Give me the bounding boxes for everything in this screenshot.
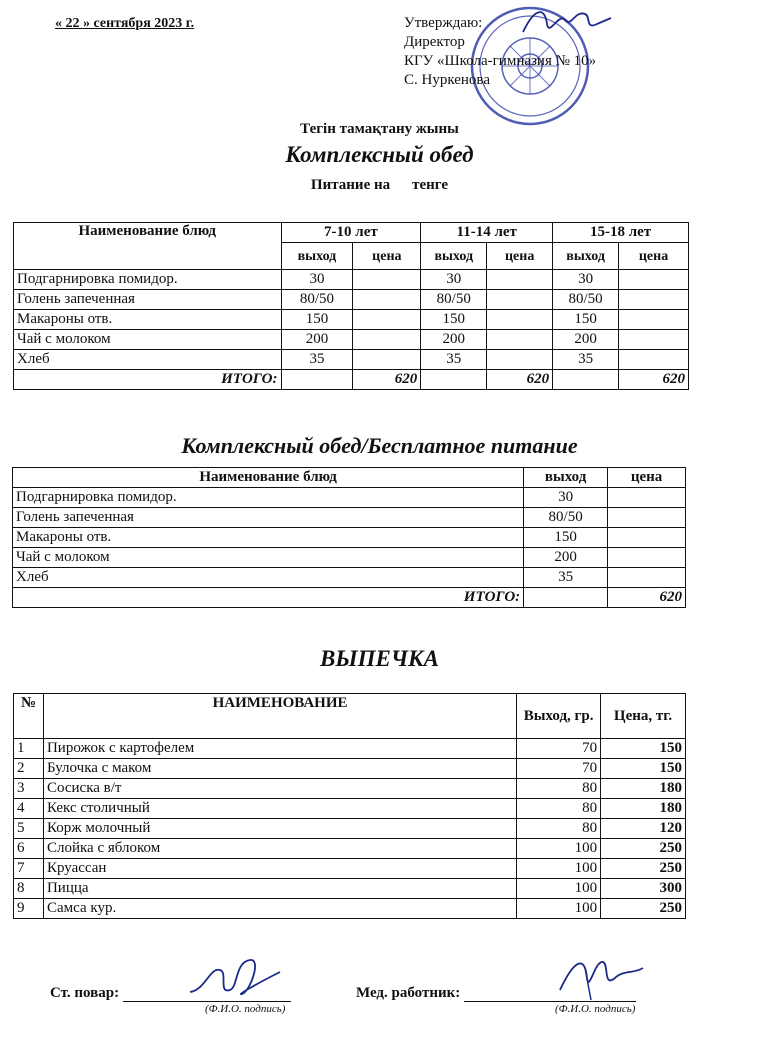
total-label: ИТОГО: bbox=[14, 370, 282, 390]
sub-out-header: выход bbox=[553, 243, 619, 270]
col-name-header: Наименование блюд bbox=[14, 223, 282, 270]
row-number: 7 bbox=[14, 859, 44, 879]
item-price: 120 bbox=[601, 819, 686, 839]
approve-line: КГУ «Школа-гимназия № 10» bbox=[404, 53, 597, 69]
table-row bbox=[14, 739, 686, 759]
row-number: 1 bbox=[14, 739, 44, 759]
table-row bbox=[14, 350, 689, 370]
dish-out: 80/50 bbox=[421, 290, 487, 310]
item-out: 80 bbox=[517, 799, 601, 819]
item-name: Кекс столичный bbox=[43, 799, 516, 819]
age-group-header: 11-14 лет bbox=[421, 223, 553, 243]
document-date: « 22 » сентября 2023 г. bbox=[55, 16, 195, 31]
table-row bbox=[14, 290, 689, 310]
dish-out: 30 bbox=[553, 270, 619, 290]
dish-name: Чай с молоком bbox=[14, 330, 282, 350]
item-name: Булочка с маком bbox=[43, 759, 516, 779]
title-kazakh: Тегін тамақтану жыны bbox=[300, 121, 459, 137]
dish-out: 200 bbox=[421, 330, 487, 350]
dish-name: Подгарнировка помидор. bbox=[13, 488, 524, 508]
table-row bbox=[14, 879, 686, 899]
dish-out: 35 bbox=[553, 350, 619, 370]
col-out-header: выход bbox=[524, 468, 608, 488]
dish-out: 150 bbox=[524, 528, 608, 548]
dish-name: Хлеб bbox=[13, 568, 524, 588]
item-name: Круассан bbox=[43, 859, 516, 879]
dish-out: 30 bbox=[421, 270, 487, 290]
item-name: Самса кур. bbox=[43, 899, 516, 919]
dish-out: 30 bbox=[524, 488, 608, 508]
dish-out: 200 bbox=[553, 330, 619, 350]
title-free-meal: Комплексный обед/Бесплатное питание bbox=[181, 433, 578, 458]
dish-out: 150 bbox=[281, 310, 353, 330]
table-row bbox=[14, 330, 689, 350]
col-name-header: Наименование блюд bbox=[13, 468, 524, 488]
total-value: 620 bbox=[353, 370, 421, 390]
free-meal-table bbox=[12, 467, 686, 608]
dish-name: Подгарнировка помидор. bbox=[14, 270, 282, 290]
item-price: 180 bbox=[601, 779, 686, 799]
table-row bbox=[13, 568, 686, 588]
approve-line: Утверждаю: bbox=[404, 15, 483, 31]
dish-out: 35 bbox=[281, 350, 353, 370]
approve-line: С. Нуркенова bbox=[404, 72, 490, 88]
item-name: Корж молочный bbox=[43, 819, 516, 839]
dish-name: Голень запеченная bbox=[13, 508, 524, 528]
item-name: Пирожок с картофелем bbox=[43, 739, 516, 759]
approve-line: Директор bbox=[404, 34, 465, 50]
col-price-header: Цена, тг. bbox=[601, 694, 686, 739]
table-row bbox=[13, 528, 686, 548]
item-out: 100 bbox=[517, 839, 601, 859]
item-name: Пицца bbox=[43, 879, 516, 899]
item-price: 180 bbox=[601, 799, 686, 819]
item-out: 70 bbox=[517, 739, 601, 759]
item-name: Слойка с яблоком bbox=[43, 839, 516, 859]
item-name: Сосиска в/т bbox=[43, 779, 516, 799]
table-row bbox=[14, 270, 689, 290]
row-number: 5 bbox=[14, 819, 44, 839]
dish-name: Чай с молоком bbox=[13, 548, 524, 568]
cook-label: Ст. повар: bbox=[50, 985, 120, 1001]
dish-out: 80/50 bbox=[524, 508, 608, 528]
dish-out: 30 bbox=[281, 270, 353, 290]
dish-name: Макароны отв. bbox=[13, 528, 524, 548]
col-num-header: № bbox=[14, 694, 44, 739]
dish-out: 35 bbox=[524, 568, 608, 588]
row-number: 6 bbox=[14, 839, 44, 859]
med-signature bbox=[545, 948, 655, 1003]
item-price: 150 bbox=[601, 759, 686, 779]
table-row bbox=[14, 839, 686, 859]
item-price: 250 bbox=[601, 839, 686, 859]
dish-name: Голень запеченная bbox=[14, 290, 282, 310]
dish-out: 200 bbox=[281, 330, 353, 350]
sub-price-header: цена bbox=[619, 243, 689, 270]
cook-caption: (Ф.И.О. подпись) bbox=[205, 1003, 286, 1015]
table-row bbox=[13, 548, 686, 568]
dish-out: 80/50 bbox=[281, 290, 353, 310]
total-row bbox=[13, 588, 686, 608]
dish-name: Хлеб bbox=[14, 350, 282, 370]
table-row bbox=[13, 488, 686, 508]
dish-out: 150 bbox=[421, 310, 487, 330]
item-out: 100 bbox=[517, 879, 601, 899]
col-name-header: НАИМЕНОВАНИЕ bbox=[43, 694, 516, 739]
total-row bbox=[14, 370, 689, 390]
dish-name: Макароны отв. bbox=[14, 310, 282, 330]
table-row bbox=[14, 819, 686, 839]
subtitle: Питание на тенге bbox=[310, 177, 449, 193]
dish-out: 150 bbox=[553, 310, 619, 330]
item-out: 70 bbox=[517, 759, 601, 779]
title-main: Комплексный обед bbox=[285, 142, 474, 167]
item-out: 80 bbox=[517, 779, 601, 799]
item-price: 300 bbox=[601, 879, 686, 899]
title-bakery: ВЫПЕЧКА bbox=[319, 646, 439, 671]
row-number: 9 bbox=[14, 899, 44, 919]
col-price-header: цена bbox=[608, 468, 686, 488]
table-row bbox=[13, 508, 686, 528]
table-row bbox=[14, 310, 689, 330]
dish-out: 80/50 bbox=[553, 290, 619, 310]
table-row bbox=[14, 899, 686, 919]
table-row bbox=[14, 759, 686, 779]
item-out: 80 bbox=[517, 819, 601, 839]
sub-price-header: цена bbox=[353, 243, 421, 270]
total-value: 620 bbox=[619, 370, 689, 390]
cook-signature bbox=[180, 952, 290, 1007]
bakery-table bbox=[13, 693, 686, 919]
dish-out: 35 bbox=[421, 350, 487, 370]
sub-out-header: выход bbox=[421, 243, 487, 270]
sub-price-header: цена bbox=[487, 243, 553, 270]
row-number: 3 bbox=[14, 779, 44, 799]
item-price: 250 bbox=[601, 899, 686, 919]
item-out: 100 bbox=[517, 899, 601, 919]
table-row bbox=[14, 859, 686, 879]
dish-out: 200 bbox=[524, 548, 608, 568]
complex-lunch-table bbox=[13, 222, 689, 390]
med-label: Мед. работник: bbox=[356, 985, 461, 1001]
col-out-header: Выход, гр. bbox=[517, 694, 601, 739]
total-value: 620 bbox=[487, 370, 553, 390]
item-price: 250 bbox=[601, 859, 686, 879]
item-out: 100 bbox=[517, 859, 601, 879]
row-number: 2 bbox=[14, 759, 44, 779]
item-price: 150 bbox=[601, 739, 686, 759]
total-value: 620 bbox=[608, 588, 686, 608]
table-row bbox=[14, 799, 686, 819]
med-caption: (Ф.И.О. подпись) bbox=[555, 1003, 636, 1015]
age-group-header: 15-18 лет bbox=[553, 223, 689, 243]
approval-block bbox=[404, 14, 596, 90]
row-number: 4 bbox=[14, 799, 44, 819]
total-label: ИТОГО: bbox=[13, 588, 524, 608]
age-group-header: 7-10 лет bbox=[281, 223, 421, 243]
sub-out-header: выход bbox=[281, 243, 353, 270]
table-row bbox=[14, 779, 686, 799]
row-number: 8 bbox=[14, 879, 44, 899]
